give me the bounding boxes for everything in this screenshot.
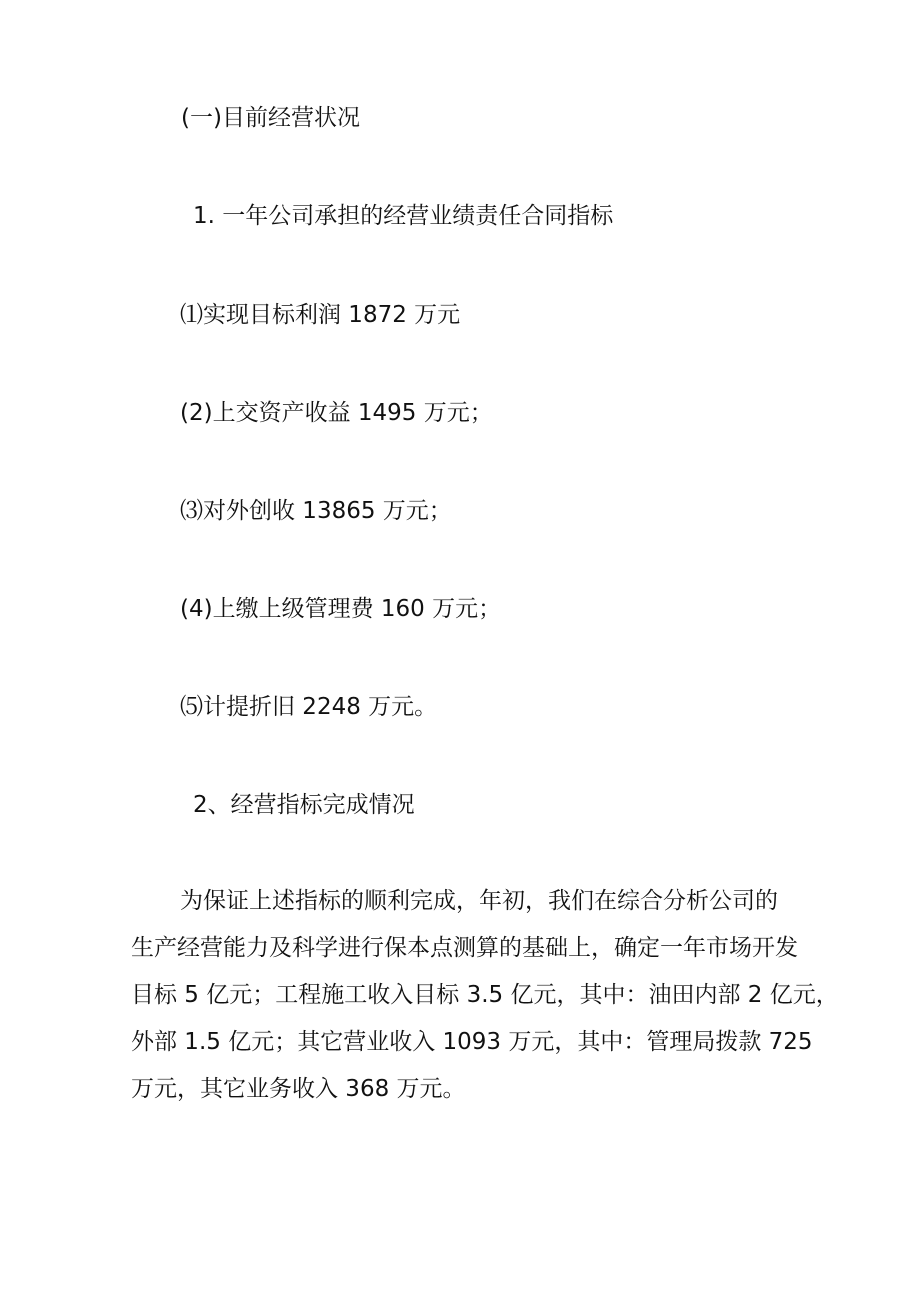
paragraph-line: 为保证上述指标的顺利完成，年初，我们在综合分析公司的 — [180, 888, 778, 914]
paragraph-line: 生产经营能力及科学进行保本点测算的基础上，确定一年市场开发 — [131, 935, 798, 961]
list-item: ⑴实现目标利润 1872 万元 — [180, 302, 461, 328]
paragraph-line: 万元，其它业务收入 368 万元。 — [131, 1076, 466, 1102]
list-item: (2)上交资产收益 1495 万元； — [180, 400, 493, 426]
list-item: ⑶对外创收 13865 万元； — [180, 498, 452, 524]
paragraph-line: 外部 1.5 亿元；其它营业收入 1093 万元，其中：管理局拨款 725 — [131, 1029, 813, 1055]
paragraph-line: 目标 5 亿元；工程施工收入目标 3.5 亿元，其中：油田内部 2 亿元， — [131, 982, 839, 1008]
section-subheading: 1. 一年公司承担的经营业绩责任合同指标 — [193, 203, 614, 229]
list-item: (4)上缴上级管理费 160 万元； — [180, 596, 502, 622]
section-subheading-2: 2、经营指标完成情况 — [193, 792, 415, 818]
section-heading: (一)目前经营状况 — [181, 105, 360, 131]
list-item: ⑸计提折旧 2248 万元。 — [180, 694, 438, 720]
body-paragraph — [131, 878, 839, 1113]
